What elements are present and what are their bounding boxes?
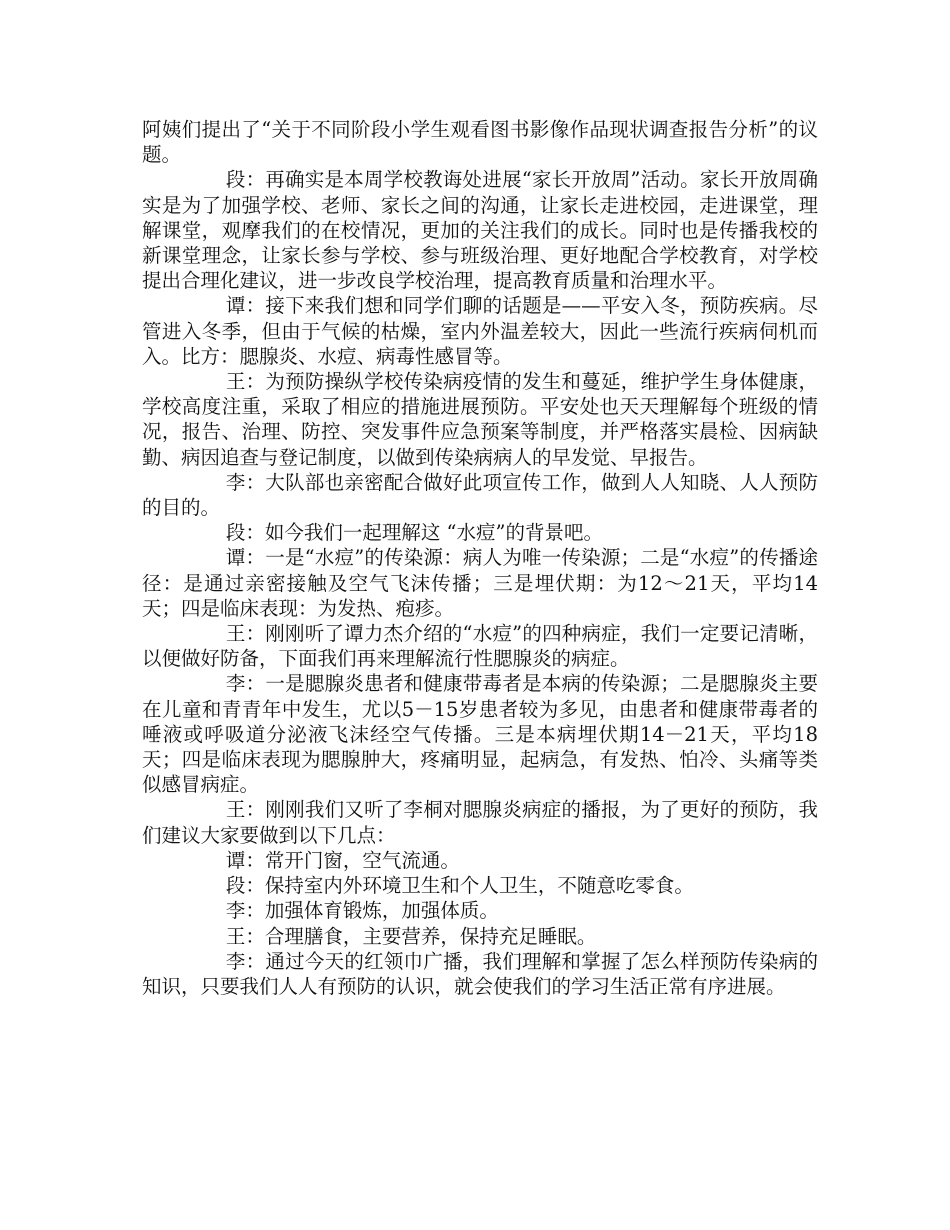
paragraph-li-mumps-facts: 李：一是腮腺炎患者和健康带毒者是本病的传染源；二是腮腺炎主要在儿童和青青年中发生，尤以5－15岁患者较为多见，由患者和健康带毒者的唾液或呼吸道分泌液飞沫经空气传播。三是本病埋伏期14－21天，平均18天；四是临床表现为腮腺肿大，疼痛明显，起病急，有发热、怕冷、头痛等类似感冒病症。 (142, 672, 818, 797)
paragraph-wang-suggestions: 王：刚刚我们又听了李桐对腮腺炎病症的播报，为了更好的预防，我们建议大家要做到以下几点： (142, 798, 818, 847)
paragraph-tan-winter-topic: 谭：接下来我们想和同学们聊的话题是——平安入冬，预防疾病。尽管进入冬季，但由于气候的枯燥，室内外温差较大，因此一些流行疾病伺机而入。比方：腮腺炎、水痘、病毒性感冒等。 (142, 294, 818, 368)
paragraph-duan-parent-week: 段：再确实是本周学校教诲处进展“家长开放周”活动。家长开放周确实是为了加强学校、老师、家长之间的沟通，让家长走进校园，走进课堂，理解课堂，观摩我们的在校情况，更加的关注我们的成长。同时也是传播我校的新课堂理念，让家长参与学校、参与班级治理、更好地配合学校教育，对学校提出合理化建议，进一步改良学校治理，提高教育质量和治理水平。 (142, 168, 818, 293)
paragraph-li-publicity: 李：大队部也亲密配合做好此项宣传工作，做到人人知晓、人人预防的目的。 (142, 470, 818, 520)
paragraph-wang-prevention-measures: 王：为预防操纵学校传染病疫情的发生和蔓延，维护学生身体健康，学校高度注重，采取了相应的措施进展预防。平安处也天天理解每个班级的情况，报告、治理、防控、突发事件应急预案等制度，并严格落实晨检、因病缺勤、病因追查与登记制度，以做到传染病病人的早发觉、早报告。 (142, 370, 818, 469)
paragraph-duan-chickenpox-intro: 段：如今我们一起理解这 “水痘”的背景吧。 (225, 521, 603, 545)
paragraph-tan-ventilation: 谭：常开门窗，空气流通。 (225, 848, 460, 872)
paragraph-duan-hygiene: 段：保持室内外环境卫生和个人卫生，不随意吃零食。 (225, 874, 694, 898)
paragraph-continued-report: 阿姨们提出了“关于不同阶段小学生观看图书影像作品现状调查报告分析”的议题。 (142, 118, 818, 167)
document-body (142, 117, 818, 999)
paragraph-tan-chickenpox-facts: 谭：一是“水痘”的传染源：病人为唯一传染源；二是“水痘”的传播途径：是通过亲密接触及空气飞沫传播；三是埋伏期：为12～21天，平均14天；四是临床表现：为发热、疱疹。 (142, 546, 818, 620)
paragraph-li-exercise: 李：加强体育锻炼，加强体质。 (225, 899, 499, 923)
paragraph-wang-diet: 王：合理膳食，主要营养，保持充足睡眠。 (225, 924, 597, 948)
paragraph-wang-mumps-intro: 王：刚刚听了谭力杰介绍的“水痘”的四种病症，我们一定要记清晰，以便做好防备，下面我们再来理解流行性腮腺炎的病症。 (142, 622, 818, 671)
paragraph-li-closing: 李：通过今天的红领巾广播，我们理解和掌握了怎么样预防传染病的知识，只要我们人人有预防的认识，就会使我们的学习生活正常有序进展。 (142, 949, 818, 998)
